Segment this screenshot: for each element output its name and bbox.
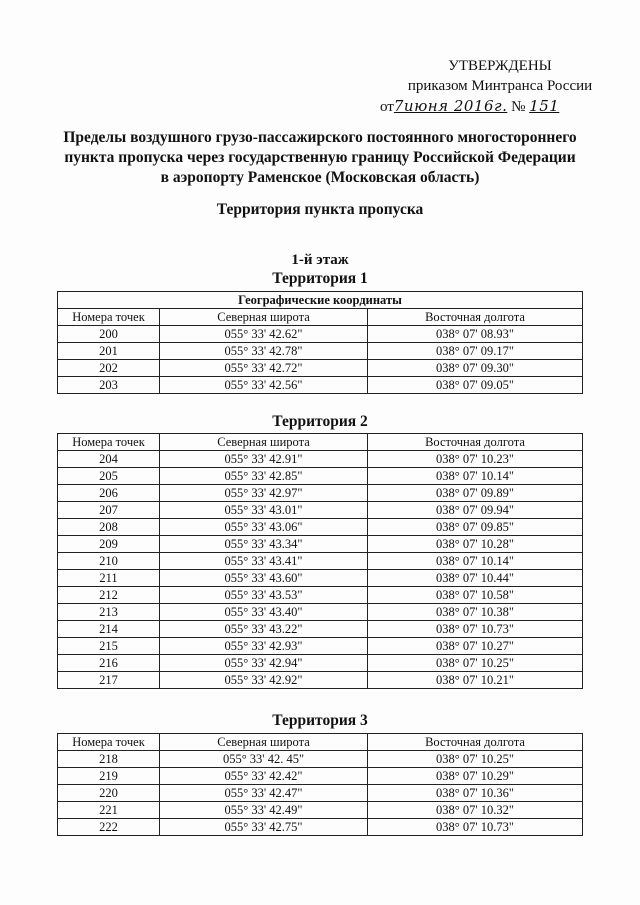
col-header-lat: Северная широта <box>160 734 368 751</box>
point-number-cell: 215 <box>58 638 160 655</box>
longitude-cell: 038° 07' 10.36" <box>368 785 583 802</box>
point-number-cell: 201 <box>58 343 160 360</box>
table-row <box>58 536 583 553</box>
longitude-cell: 038° 07' 10.25" <box>368 751 583 768</box>
latitude-cell: 055° 33' 43.40" <box>160 604 368 621</box>
table-row <box>58 768 583 785</box>
latitude-cell: 055° 33' 43.06" <box>160 519 368 536</box>
handwritten-date: 7июня 2016г. <box>393 97 508 115</box>
point-number-cell: 217 <box>58 672 160 689</box>
territory-1-table <box>57 291 583 394</box>
longitude-cell: 038° 07' 09.30" <box>368 360 583 377</box>
latitude-cell: 055° 33' 42.62" <box>160 326 368 343</box>
approval-order: приказом Минтранса России <box>407 78 593 94</box>
longitude-cell: 038° 07' 10.32" <box>368 802 583 819</box>
latitude-cell: 055° 33' 43.41" <box>160 553 368 570</box>
longitude-cell: 038° 07' 10.73" <box>368 819 583 836</box>
territory-3-table <box>57 733 583 836</box>
table-row <box>58 377 583 394</box>
point-number-cell: 205 <box>58 468 160 485</box>
longitude-cell: 038° 07' 09.89" <box>368 485 583 502</box>
handwritten-number: 151 <box>529 97 560 115</box>
latitude-cell: 055° 33' 43.60" <box>160 570 368 587</box>
point-number-cell: 210 <box>58 553 160 570</box>
latitude-cell: 055° 33' 42.93" <box>160 638 368 655</box>
latitude-cell: 055° 33' 42.94" <box>160 655 368 672</box>
approval-number-label: № <box>511 99 526 115</box>
longitude-cell: 038° 07' 09.05" <box>368 377 583 394</box>
territory-2-table <box>57 433 583 689</box>
title-line-2: пункта пропуска через государственную границу Российской Федерации <box>64 149 576 166</box>
longitude-cell: 038° 07' 10.27" <box>368 638 583 655</box>
longitude-cell: 038° 07' 09.17" <box>368 343 583 360</box>
approval-date-line <box>380 96 620 117</box>
latitude-cell: 055° 33' 42.42" <box>160 768 368 785</box>
col-header-lon: Восточная долгота <box>368 434 583 451</box>
section-title: Территория пункта пропуска <box>216 201 424 218</box>
longitude-cell: 038° 07' 10.25" <box>368 655 583 672</box>
point-number-cell: 207 <box>58 502 160 519</box>
latitude-cell: 055° 33' 42.92" <box>160 672 368 689</box>
point-number-cell: 206 <box>58 485 160 502</box>
table-row <box>58 672 583 689</box>
latitude-cell: 055° 33' 42.56" <box>160 377 368 394</box>
table-row <box>58 519 583 536</box>
longitude-cell: 038° 07' 09.85" <box>368 519 583 536</box>
col-header-lon: Восточная долгота <box>368 734 583 751</box>
point-number-cell: 216 <box>58 655 160 672</box>
latitude-cell: 055° 33' 43.22" <box>160 621 368 638</box>
point-number-cell: 221 <box>58 802 160 819</box>
table-row <box>58 468 583 485</box>
point-number-cell: 200 <box>58 326 160 343</box>
point-number-cell: 220 <box>58 785 160 802</box>
col-header-number: Номера точек <box>58 734 160 751</box>
point-number-cell: 213 <box>58 604 160 621</box>
table-row <box>58 570 583 587</box>
latitude-cell: 055° 33' 42.85" <box>160 468 368 485</box>
table-row <box>58 485 583 502</box>
latitude-cell: 055° 33' 43.53" <box>160 587 368 604</box>
point-number-cell: 211 <box>58 570 160 587</box>
longitude-cell: 038° 07' 10.14" <box>368 553 583 570</box>
point-number-cell: 203 <box>58 377 160 394</box>
longitude-cell: 038° 07' 10.23" <box>368 451 583 468</box>
latitude-cell: 055° 33' 42.91" <box>160 451 368 468</box>
latitude-cell: 055° 33' 42.75" <box>160 819 368 836</box>
point-number-cell: 208 <box>58 519 160 536</box>
point-number-cell: 212 <box>58 587 160 604</box>
point-number-cell: 219 <box>58 768 160 785</box>
latitude-cell: 055° 33' 42.47" <box>160 785 368 802</box>
latitude-cell: 055° 33' 42.78" <box>160 343 368 360</box>
longitude-cell: 038° 07' 10.14" <box>368 468 583 485</box>
approval-block <box>380 56 620 117</box>
longitude-cell: 038° 07' 10.38" <box>368 604 583 621</box>
table-row <box>58 604 583 621</box>
point-number-cell: 218 <box>58 751 160 768</box>
table-row <box>58 451 583 468</box>
latitude-cell: 055° 33' 42.97" <box>160 485 368 502</box>
table-row <box>58 360 583 377</box>
approval-title: УТВЕРЖДЕНЫ <box>448 58 552 74</box>
floor-title: 1-й этаж <box>291 252 349 268</box>
col-header-lat: Северная широта <box>160 434 368 451</box>
latitude-cell: 055° 33' 42.49" <box>160 802 368 819</box>
latitude-cell: 055° 33' 42. 45" <box>160 751 368 768</box>
title-line-1: Пределы воздушного грузо-пассажирского постоянного многостороннего <box>63 129 577 146</box>
territory-3-title: Территория 3 <box>272 712 368 729</box>
approval-from: от <box>380 99 394 115</box>
territory-2-title: Территория 2 <box>272 413 368 430</box>
col-header-lat: Северная широта <box>160 309 368 326</box>
territory-1-title: Территория 1 <box>272 270 368 287</box>
table-row <box>58 751 583 768</box>
point-number-cell: 222 <box>58 819 160 836</box>
longitude-cell: 038° 07' 10.28" <box>368 536 583 553</box>
table-row <box>58 819 583 836</box>
geo-header: Географические координаты <box>58 292 583 309</box>
longitude-cell: 038° 07' 09.94" <box>368 502 583 519</box>
table-row <box>58 802 583 819</box>
table-row <box>58 553 583 570</box>
point-number-cell: 209 <box>58 536 160 553</box>
title-line-3: в аэропорту Раменское (Московская область) <box>160 169 480 186</box>
longitude-cell: 038° 07' 10.58" <box>368 587 583 604</box>
latitude-cell: 055° 33' 42.72" <box>160 360 368 377</box>
longitude-cell: 038° 07' 10.44" <box>368 570 583 587</box>
latitude-cell: 055° 33' 43.01" <box>160 502 368 519</box>
table-row <box>58 785 583 802</box>
table-row <box>58 343 583 360</box>
point-number-cell: 204 <box>58 451 160 468</box>
table-row <box>58 621 583 638</box>
longitude-cell: 038° 07' 10.73" <box>368 621 583 638</box>
document-title <box>40 128 600 188</box>
longitude-cell: 038° 07' 10.29" <box>368 768 583 785</box>
point-number-cell: 202 <box>58 360 160 377</box>
col-header-number: Номера точек <box>58 434 160 451</box>
col-header-lon: Восточная долгота <box>368 309 583 326</box>
table-row <box>58 638 583 655</box>
longitude-cell: 038° 07' 08.93" <box>368 326 583 343</box>
col-header-number: Номера точек <box>58 309 160 326</box>
table-row <box>58 655 583 672</box>
latitude-cell: 055° 33' 43.34" <box>160 536 368 553</box>
table-row <box>58 326 583 343</box>
table-row <box>58 587 583 604</box>
longitude-cell: 038° 07' 10.21" <box>368 672 583 689</box>
point-number-cell: 214 <box>58 621 160 638</box>
table-row <box>58 502 583 519</box>
